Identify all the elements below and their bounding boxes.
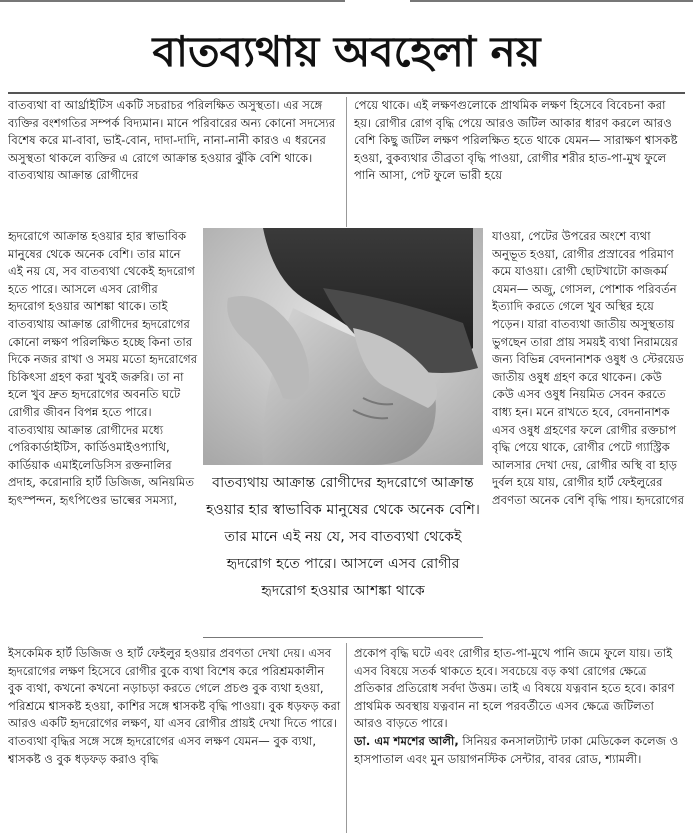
author-name: ডা. এম শমশের আলী, xyxy=(354,733,459,748)
paragraph-right-narrow: যাওয়া, পেটের উপরের অংশে ব্যথা অনুভূত হওয়া, রোগীর প্রস্রাবের পরিমাণ কমে যাওয়া। রোগী ছোটখাটো কাজকর্ম যেমন— অজু, গোসল, পোশাক পরিবর্তন ইত্যাদি করতে গেলে খুব অস্থির হয়ে পড়েন। যারা বাতব্যথা জাতীয় অসুস্থতায় ভুগছেন তারা প্রায় সময়ই ব্যথা নিরাময়ের জন্য বিভিন্ন বেদনানাশক ওষুধ ও স্টেরয়েড জাতীয় ওষুধ গ্রহণ করে থাকেন। কেউ কেউ এসব ওষুধ নিয়মিত সেবন করতে বাধ্য হন। মনে রাখতে হবে, বেদনানাশক এসব ওষুধ গ্রহণের ফলে রোগীর রক্তচাপ বৃদ্ধি পেয়ে থাকে, রোগীর পেটে গ্যাস্ট্রিক আলসার দেখা দেয়, রোগীর অস্থি বা হাড় দুর্বল হয়ে যায়, রোগীর হার্ট ফেইলুরের প্রবণতা অনেক বেশি বৃদ্ধি পায়। হৃদরোগের xyxy=(492,229,684,507)
headline-divider xyxy=(8,92,685,94)
pull-quote-divider xyxy=(203,637,483,638)
top-border-left xyxy=(0,0,345,2)
knee-pain-photo xyxy=(203,228,483,465)
author-credit xyxy=(354,733,685,768)
article-column-right-bottom xyxy=(354,645,685,835)
article-column-left-narrow xyxy=(8,228,198,640)
paragraph-left-top: বাতব্যথা বা আর্থ্রাইটিস একটি সচরাচর পরিলক্ষিত অসুস্থতা। এর সঙ্গে ব্যক্তির বংশগতির সম্পর্ক বিদ্যমান। মানে পরিবারের অন্য কোনো সদস্যের বিশেষ করে মা-বাবা, ভাই-বোন, দাদা-দাদি, নানা-নানী কারও এ ধরনের অসুস্থতা থাকলে ব্যক্তির এ রোগে আক্রান্ত হওয়ার ঝুঁকি বেশি থাকে। বাতব্যথায় আক্রান্ত রোগীদের xyxy=(8,98,336,183)
article-headline: বাতব্যথায় অবহেলা নয় xyxy=(152,27,541,76)
column-divider-bottom xyxy=(346,643,347,833)
paragraph-left-narrow: হৃদরোগে আক্রান্ত হওয়ার হার স্বাভাবিক মানুষের থেকে অনেক বেশি। তার মানে এই নয় যে, সব বাতব্যথা থেকেই হৃদরোগ হতে পারে। আসলে এসব রোগীর হৃদরোগ হওয়ার আশঙ্কা থাকে। তাই বাতব্যথায় আক্রান্ত রোগীদের হৃদরোগের কোনো লক্ষণ পরিলক্ষিত হচ্ছে কিনা তার দিকে নজর রাখা ও সময় মতো হৃদরোগের চিকিৎসা গ্রহণ করা খুবই জরুরি। তা না হলে খুব দ্রুত হৃদরোগের অবনতি ঘটে রোগীর জীবন বিপন্ন হতে পারে। বাতব্যথায় আক্রান্ত রোগীদের মধ্যে পেরিকার্ডাইটিস, কার্ডিওমাইওপ্যাথি, কার্ডিয়াক এমাইলেডিসিস রক্তনালির প্রদাহ, করোনারি হার্ট ডিজিজ, অনিয়মিত হৃৎস্পন্দন, হৃৎপিণ্ডের ভাল্বের সমস্যা, xyxy=(8,229,198,507)
paragraph-left-bottom: ইসকেমিক হার্ট ডিজিজ ও হার্ট ফেইলুর হওয়ার প্রবণতা দেখা দেয়। এসব হৃদরোগের লক্ষণ হিসেবে রোগীর বুকে ব্যথা বিশেষ করে পরিশ্রমকালীন বুক ব্যথা, কখনো কখনো নড়াচড়া করতে গেলে প্রচণ্ড বুক ব্যথা হওয়া, পরিশ্রমে শ্বাসকষ্ট হওয়া, কাশির সঙ্গে শ্বাসকষ্ট বৃদ্ধি পাওয়া। বুক ধড়ফড় করা আরও একটি হৃদরোগের লক্ষণ, যা এসব রোগীর প্রায়ই দেখা দিতে পারে। বাতব্যথা বৃদ্ধির সঙ্গে সঙ্গে হৃদরোগের এসব লক্ষণ যেমন— বুক ব্যথা, শ্বাসকষ্ট ও বুক ধড়ফড় করাও বৃদ্ধি xyxy=(8,646,341,766)
article-column-left-bottom xyxy=(8,645,342,835)
author-affiliation: সিনিয়র কনসালট্যান্ট ঢাকা মেডিকেল কলেজ ও হাসপাতাল এবং মুন ডায়াগনস্টিক সেন্টার, বাবর রোড, শ্যামলী। xyxy=(354,733,679,766)
knee-pain-illustration xyxy=(203,228,483,465)
paragraph-right-top: পেয়ে থাকে। এই লক্ষণগুলোকে প্রাথমিক লক্ষণ হিসেবে বিবেচনা করা হয়। রোগীর রোগ বৃদ্ধি পেয়ে আরও জটিল আকার ধারণ করলে আরও বেশি কিছু জটিল লক্ষণ পরিলক্ষিত হতে থাকে যেমন— সারাক্ষণ শ্বাসকষ্ট হওয়া, বুকব্যথার তীব্রতা বৃদ্ধি পাওয়া, রোগীর শরীর হাত-পা-মুখ ফুলে পানি আসা, পেট ফুলে ভারী হয়ে xyxy=(354,98,678,183)
article-column-right-narrow xyxy=(492,228,685,640)
article-column-left-top xyxy=(8,97,342,225)
top-border-right xyxy=(410,0,693,2)
column-divider-top xyxy=(346,97,347,227)
paragraph-right-bottom: প্রকোপ বৃদ্ধি ঘটে এবং রোগীর হাত-পা-মুখে পানি জমে ফুলে যায়। তাই এসব বিষয়ে সতর্ক থাকতে হবে। সবচেয়ে বড় কথা রোগের ক্ষেত্রে প্রতিকার প্রতিরোধ সর্বদা উত্তম। তাই এ বিষয়ে যত্নবান হতে হবে। কারণ প্রাথমিক অবস্থায় যত্নবান না হলে পরবর্তীতে এসব ক্ষেত্রে জটিলতা আরও বাড়তে পারে। xyxy=(354,646,675,731)
pull-quote: বাতব্যথায় আক্রান্ত রোগীদের হৃদরোগে আক্রান্ত হওয়ার হার স্বাভাবিক মানুষের থেকে অনেক বেশি। তার মানে এই নয় যে, সব বাতব্যথা থেকেই হৃদরোগ হতে পারে। আসলে এসব রোগীর হৃদরোগ হওয়ার আশঙ্কা থাকে xyxy=(206,475,480,599)
article-column-right-top xyxy=(354,97,685,225)
